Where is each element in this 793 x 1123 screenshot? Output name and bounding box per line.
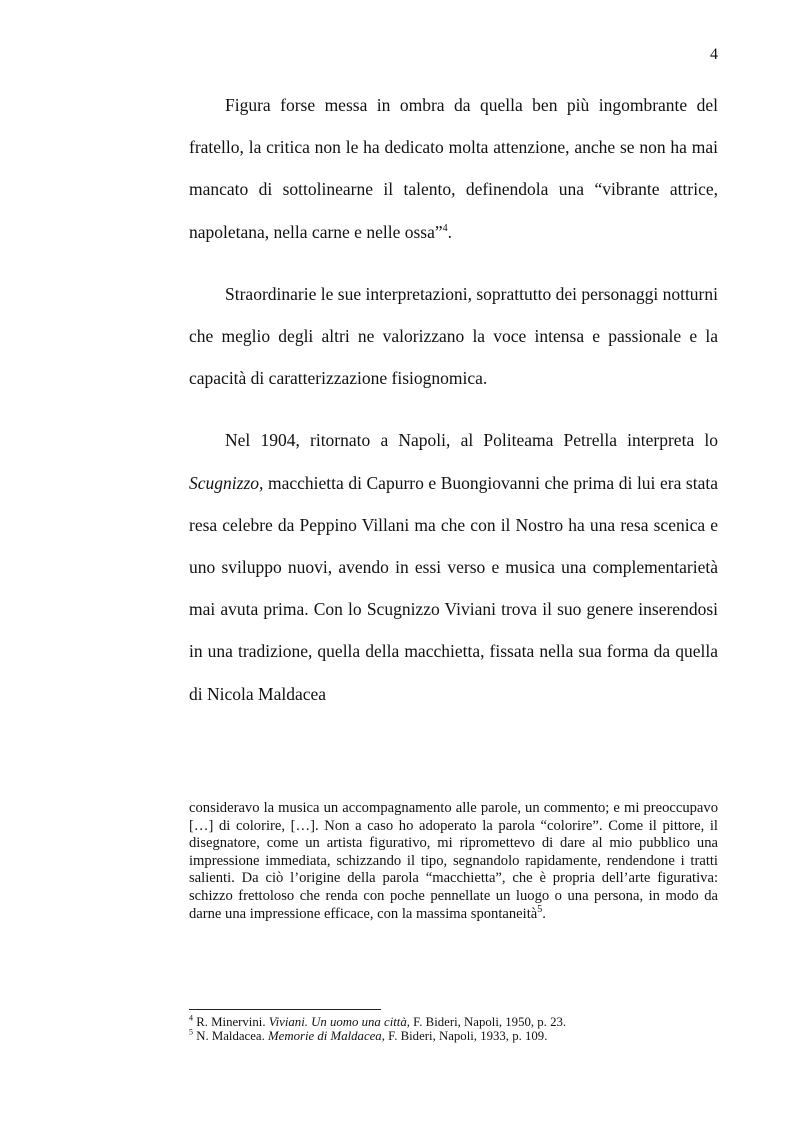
footnote-ref-4: 4 bbox=[442, 222, 448, 234]
paragraph-1 bbox=[189, 84, 718, 253]
paragraph-3 bbox=[189, 419, 718, 714]
block-quote-tail: . bbox=[542, 905, 546, 922]
footnote-author: N. Maldacea. bbox=[196, 1029, 265, 1044]
footnote-5 bbox=[189, 1029, 718, 1043]
footnotes bbox=[189, 1015, 718, 1044]
paragraph-1-tail: . bbox=[447, 221, 452, 242]
footnote-ref-5: 5 bbox=[537, 903, 543, 915]
title-scugnizzo: Scugnizzo, bbox=[189, 472, 264, 493]
block-quote bbox=[189, 800, 718, 923]
main-text bbox=[189, 84, 718, 735]
paragraph-3-text: macchietta di Capurro e Buongiovanni che prima di lui era stata resa celebre da Peppino Villani ma che con il Nostro ha una resa scenica e uno sviluppo nuovi, avendo in essi verso e musica una complementarietà mai avuta prima. Con lo Scugnizzo Viviani trova il suo genere inserendosi in una tradizione, quella della macchietta, fissata nella sua forma da quella di Nicola Maldacea bbox=[189, 472, 719, 704]
footnote-title: Viviani. Un uomo una città, bbox=[268, 1015, 410, 1029]
footnote-4 bbox=[189, 1015, 718, 1029]
paragraph-3-intro: Nel 1904, ritornato a Napoli, al Politeama Petrella interpreta lo bbox=[225, 430, 718, 451]
paragraph-2-text: Straordinarie le sue interpretazioni, soprattutto dei personaggi notturni che meglio degli altri ne valorizzano la voce intensa e passionale e la capacità di caratterizzazione fisiognomica. bbox=[189, 283, 718, 389]
block-quote-text: consideravo la musica un accompagnamento alle parole, un commento; e mi preoccupavo […] di colorire, […]. Non a caso ho adoperato la parola “colorire”. Come il pittore, il disegnatore, come un artista figurativo, mi ripromettevo di dare al mio pubblico una impressione immediata, schizzando il tipo, segnandolo rapidamente, rendendone i tratti salienti. Da ciò l’origine della parola “macchietta”, che è propria dell’arte figurativa: schizzo frettoloso che renda con poche pennellate un luogo o una persona, in modo da darne una impressione efficace, con la massima spontaneità bbox=[189, 800, 718, 922]
footnote-separator bbox=[189, 1009, 381, 1010]
footnote-author: R. Minervini. bbox=[196, 1015, 266, 1029]
footnote-number: 4 bbox=[189, 1013, 193, 1023]
paragraph-2 bbox=[189, 273, 718, 400]
footnote-number: 5 bbox=[189, 1028, 193, 1038]
footnote-publication: , F. Bideri, Napoli, 1933, p. 109. bbox=[381, 1029, 548, 1044]
footnote-publication: F. Bideri, Napoli, 1950, p. 23. bbox=[413, 1015, 567, 1029]
paragraph-1-text: Figura forse messa in ombra da quella ben più ingombrante del fratello, la critica non le ha dedicato molta attenzione, anche se non ha mai mancato di sottolinearne il talento, definendola una “vibrante attrice, napoletana, nella carne e nelle ossa” bbox=[189, 95, 718, 242]
page-number: 4 bbox=[710, 46, 718, 63]
footnote-title: Memorie di Maldacea bbox=[267, 1029, 382, 1044]
